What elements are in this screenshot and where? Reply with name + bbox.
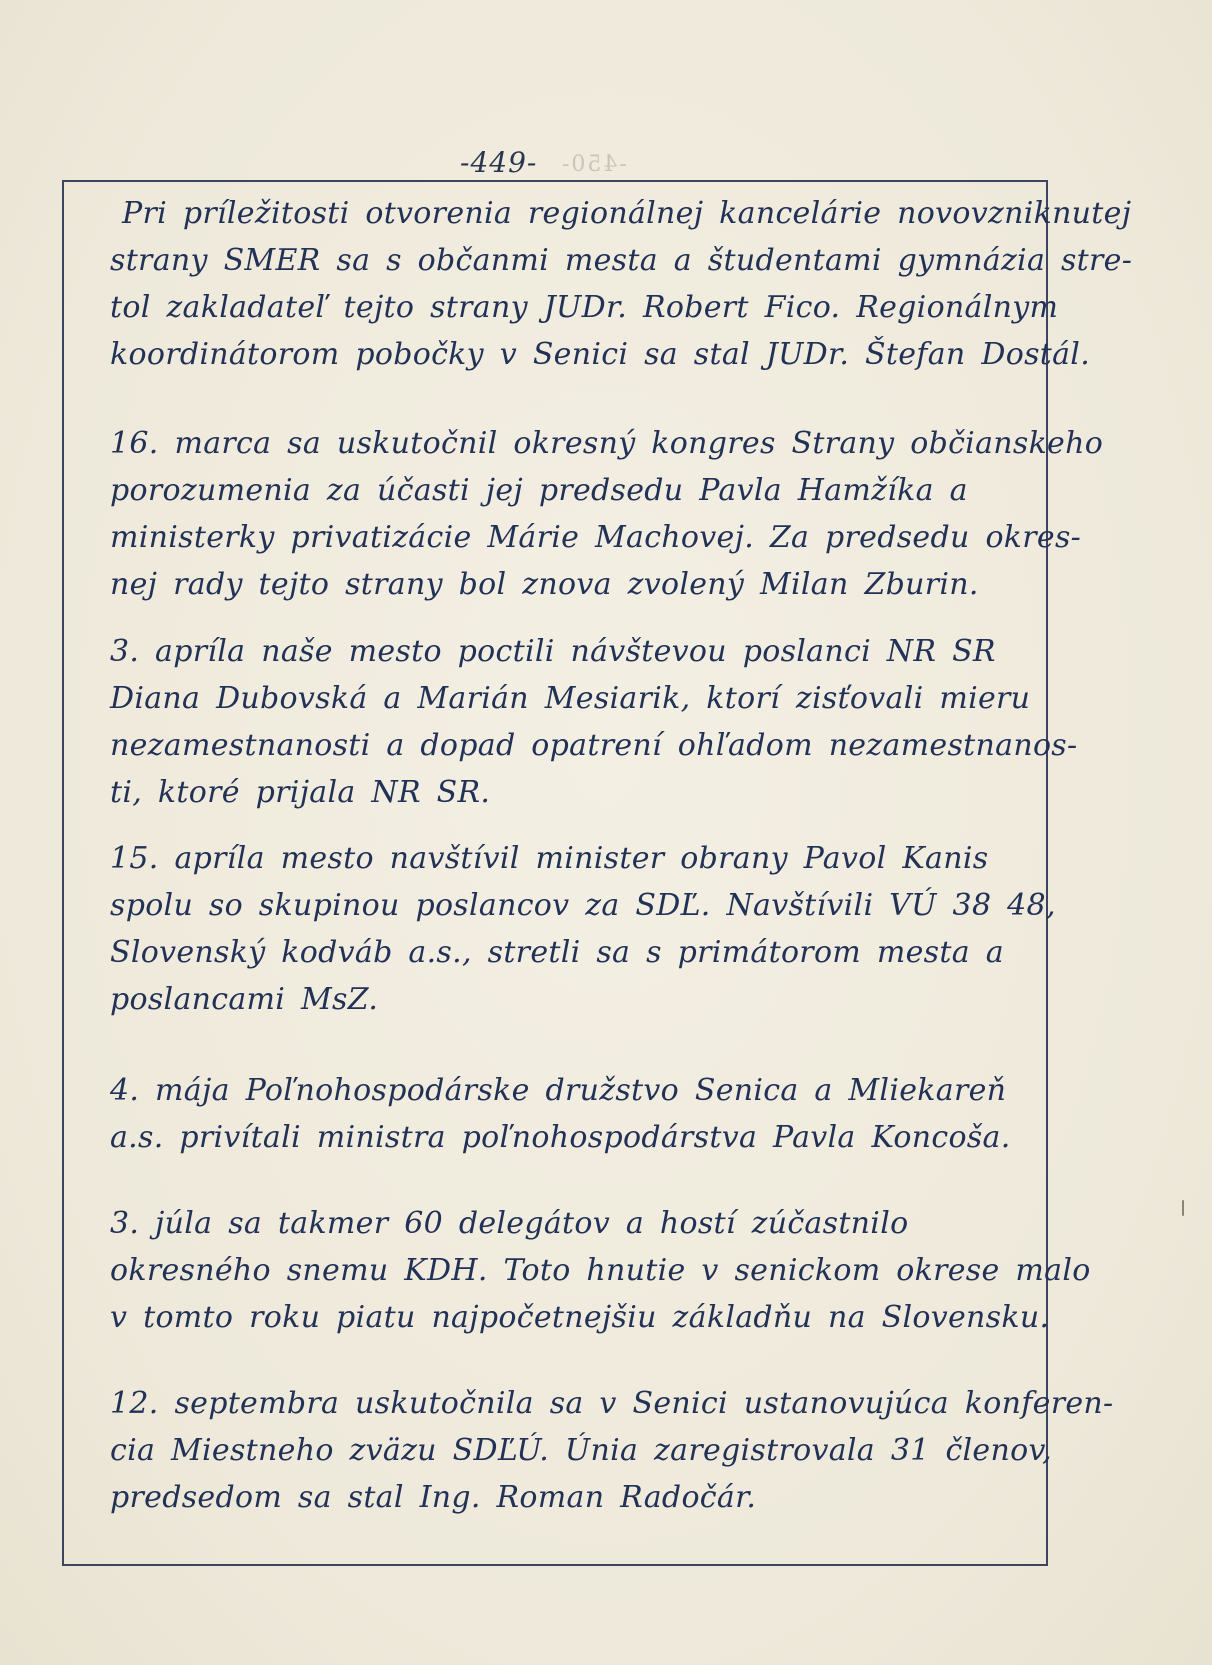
entry-line: 4. mája Poľnohospodárske družstvo Senica a Mliekareň [110,1073,1007,1108]
entry-line: Diana Dubovská a Marián Mesiarik, ktorí zisťovali mieru [110,681,1031,716]
chronicle-entry-september-12 [110,1380,1114,1521]
entry-line: nej rady tejto strany bol znova zvolený Milan Zburin. [110,567,979,602]
chronicle-entry-april-3 [110,628,1078,816]
entry-line: 3. júla sa takmer 60 delegátov a hostí zúčastnilo [110,1206,909,1241]
entry-line: nezamestnanosti a dopad opatrení ohľadom nezamestnanos- [110,728,1078,763]
entry-line: 3. apríla naše mesto poctili návštevou poslanci NR SR [110,634,996,669]
entry-line: a.s. privítali ministra poľnohospodárstva Pavla Koncoša. [110,1120,1011,1155]
entry-line: koordinátorom pobočky v Senici sa stal JUDr. Štefan Dostál. [110,337,1091,372]
entry-line: okresného snemu KDH. Toto hnutie v senickom okrese malo [110,1253,1091,1288]
entry-line: ministerky privatizácie Márie Machovej. Za predsedu okres- [110,520,1082,555]
page-number: -449- [460,146,538,179]
entry-line: v tomto roku piatu najpočetnejšiu základňu na Slovensku. [110,1300,1050,1335]
entry-line: spolu so skupinou poslancov za SDĽ. Navštívili VÚ 38 48, [110,888,1056,923]
entry-line: 12. septembra uskutočnila sa v Senici ustanovujúca konferen- [110,1386,1114,1421]
entry-line: tol zakladateľ tejto strany JUDr. Robert Fico. Regionálnym [110,290,1059,325]
entry-line: poslancami MsZ. [110,982,379,1017]
entry-line: 15. apríla mesto navštívil minister obrany Pavol Kanis [110,841,989,876]
chronicle-entry-may-4 [110,1067,1030,1161]
margin-pencil-mark [1182,1200,1184,1216]
entry-line: Pri príležitosti otvorenia regionálnej kancelárie novovzniknutej [122,196,1132,231]
chronicle-entry-april-15 [110,835,1056,1023]
entry-line: ti, ktoré prijala NR SR. [110,775,491,810]
chronicle-entry-sop-congress [110,420,1104,608]
entry-line: strany SMER sa s občanmi mesta a študentami gymnázia stre- [110,243,1133,278]
entry-line: porozumenia za účasti jej predsedu Pavla Hamžíka a [110,473,968,508]
bleed-through-page-number: -450- [560,152,627,177]
entry-line: Slovenský kodváb a.s., stretli sa s primátorom mesta a [110,935,1004,970]
entry-line: predsedom sa stal Ing. Roman Radočár. [110,1480,757,1515]
entry-line: 16. marca sa uskutočnil okresný kongres Strany občianskeho [110,426,1104,461]
chronicle-entry-july-3 [110,1200,1091,1341]
entry-line: cia Miestneho zväzu SDĽÚ. Únia zaregistrovala 31 členov, [110,1433,1052,1468]
chronicle-entry-smer-office [110,190,1133,378]
